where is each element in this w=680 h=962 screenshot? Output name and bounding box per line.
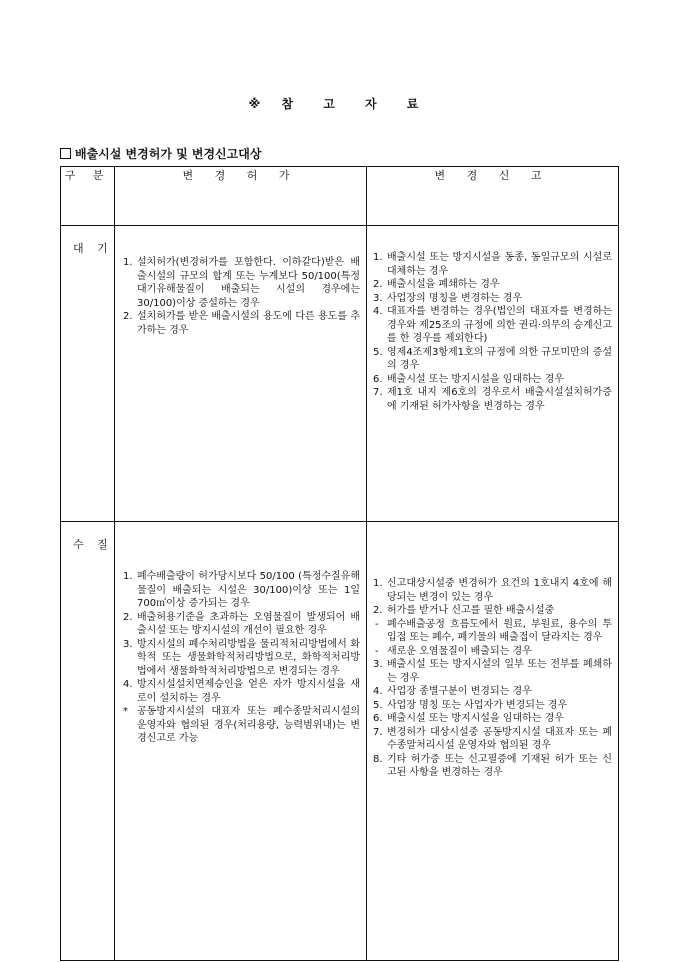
list-item (373, 604, 612, 618)
list-item (373, 373, 612, 387)
item-text: 영제4조제3항제1호의 규정에 의한 규모미만의 증설의 경우 (387, 346, 613, 371)
list-item (373, 278, 612, 292)
list-item (123, 256, 360, 310)
item-number: 5. (373, 346, 383, 358)
section-heading (60, 145, 261, 162)
item-text: 공동방지시설의 대표자 또는 폐수종말처리시설의 운영자와 협의된 경우(처리용량, 능력범위내)는 변경신고로 가능 (137, 706, 360, 744)
item-number: 2. (123, 311, 133, 322)
item-number: 7. (373, 387, 383, 398)
item-text: 사업장 명칭 또는 사업자가 변경되는 경우 (387, 699, 568, 711)
table-row-air (61, 226, 619, 522)
item-text: 새로운 오염물질이 배출되는 경우 (387, 645, 532, 657)
item-number: 1. (123, 571, 133, 582)
item-number: * (123, 706, 128, 717)
item-text: 배출시설 또는 방지시설의 일부 또는 전부를 폐쇄하는 경우 (387, 659, 612, 684)
item-text: 배출시설 또는 방지시설을 임대하는 경우 (387, 373, 564, 385)
list-item (373, 645, 612, 659)
item-text: 배출시설 또는 방지시설을 동종, 동일규모의 시설로 대체하는 경우 (387, 252, 612, 277)
page-title (0, 95, 680, 112)
item-text: 허가를 받거나 신고를 필한 배출시설중 (387, 605, 555, 616)
item-text: 방지시설설치면제승인을 얻은 자가 방지시설을 새로이 설치하는 경우 (137, 679, 360, 704)
list-item (373, 699, 612, 713)
item-text: 변경허가 대상시설중 공동방지시설 대표자 또는 폐수종말처리시설 운영자와 협의된 경우 (387, 726, 612, 751)
list-item (373, 726, 612, 753)
report-cell (367, 226, 619, 522)
item-text: 방지시설의 폐수처리방법을 물리적처리방법에서 화학적 또는 생물화학적처리방법으로, 화학적처리방법에서 생물화학적처리방법으로 변경되는 경우 (137, 638, 360, 677)
list-item (373, 658, 612, 685)
item-number: 7. (373, 726, 383, 738)
item-number: 4. (123, 679, 133, 690)
item-number: 1. (373, 252, 383, 263)
item-number: 1. (373, 578, 383, 589)
header-change-permit: 변 경 허 가 (115, 167, 367, 226)
list-item (373, 685, 612, 699)
table-header-row (61, 167, 619, 226)
list-item (123, 678, 360, 705)
permit-cell (115, 226, 367, 522)
item-text: 배출시설 또는 방지시설을 임대하는 경우 (387, 713, 564, 724)
list-item (373, 577, 612, 604)
list-item (123, 705, 360, 746)
list-item (123, 310, 360, 337)
list-item (373, 346, 612, 373)
item-text: 설치허가(변경허가를 포함한다. 이하같다)받은 배출시설의 규모의 합계 또는 누계보다 50/100(특정대기유해물질이 배출되는 시설의 경우에는 30/100)이상 증설하는 경우 (137, 257, 360, 309)
report-cell (367, 522, 619, 961)
item-number: 1. (123, 257, 133, 268)
item-number: 4. (373, 306, 383, 317)
list-item (123, 638, 360, 679)
item-text: 신고대상시설중 변경허가 요건의 1호내지 4호에 해당되는 변경이 있는 경우 (387, 578, 612, 603)
header-change-report: 변 경 신 고 (367, 167, 619, 226)
item-text: 폐수배출량이 허가당시보다 50/100 (특정수질유해물질이 배출되는 시설은 30/100)이상 또는 1일 700㎥이상 증가되는 경우 (137, 571, 360, 609)
item-text: 사업장 종별구분이 변경되는 경우 (387, 686, 532, 697)
change-permit-table (60, 166, 619, 961)
list-item (373, 305, 612, 346)
item-text: 배출허용기준을 초과하는 오염물질이 발생되어 배출시설 또는 방지시설의 개선이 필요한 경우 (137, 611, 360, 636)
item-number: - (375, 645, 379, 657)
list-item (373, 251, 612, 278)
item-text: 폐수배출공정 흐름도에서 원료, 부원료, 용수의 투입접 또는 폐수, 폐기물의 배출접이 달라지는 경우 (387, 618, 612, 643)
checkbox-icon (60, 148, 71, 159)
item-number: 3. (373, 659, 383, 670)
list-item (373, 753, 612, 780)
item-text: 설치허가를 받은 배출시설의 용도에 다른 용도를 추가하는 경우 (137, 311, 360, 336)
list-item (373, 386, 612, 413)
item-number: 3. (373, 292, 383, 304)
item-number: 2. (123, 611, 133, 623)
item-number: 6. (373, 713, 383, 724)
reference-mark-icon: ※ (248, 97, 265, 111)
permit-cell (115, 522, 367, 961)
item-text: 사업장의 명칭을 변경하는 경우 (387, 292, 523, 304)
header-category: 구 분 (61, 167, 115, 226)
list-item (123, 570, 360, 611)
list-item (373, 712, 612, 726)
item-number: 3. (123, 638, 133, 650)
item-number: 5. (373, 699, 383, 711)
item-number: - (375, 618, 379, 630)
item-number: 2. (373, 279, 383, 290)
item-text: 제1호 내지 제6호의 경우로서 배출시설설치허가증에 기재된 허가사항을 변경하는 경우 (387, 387, 612, 412)
item-number: 4. (373, 686, 383, 697)
category-cell: 대 기 (61, 226, 115, 522)
item-text: 대표자를 변경하는 경우(법인의 대표자를 변경하는 경우와 제25조의 규정에 의한 권리·의무의 승계신고를 한 경우를 제외한다) (387, 306, 612, 344)
category-cell: 수 질 (61, 522, 115, 961)
list-item (373, 292, 612, 306)
item-number: 6. (373, 373, 383, 385)
section-heading-text: 배출시설 변경허가 및 변경신고대상 (75, 147, 262, 161)
page-title-text: 참 고 자 료 (281, 97, 432, 111)
item-text: 배출시설을 폐쇄하는 경우 (387, 279, 500, 290)
list-item (373, 618, 612, 645)
item-text: 기타 허가증 또는 신고필증에 기재된 허가 또는 신고된 사항을 변경하는 경우 (387, 753, 612, 778)
item-number: 2. (373, 605, 383, 616)
item-number: 8. (373, 753, 383, 765)
table-row-water (61, 522, 619, 961)
list-item (123, 611, 360, 638)
